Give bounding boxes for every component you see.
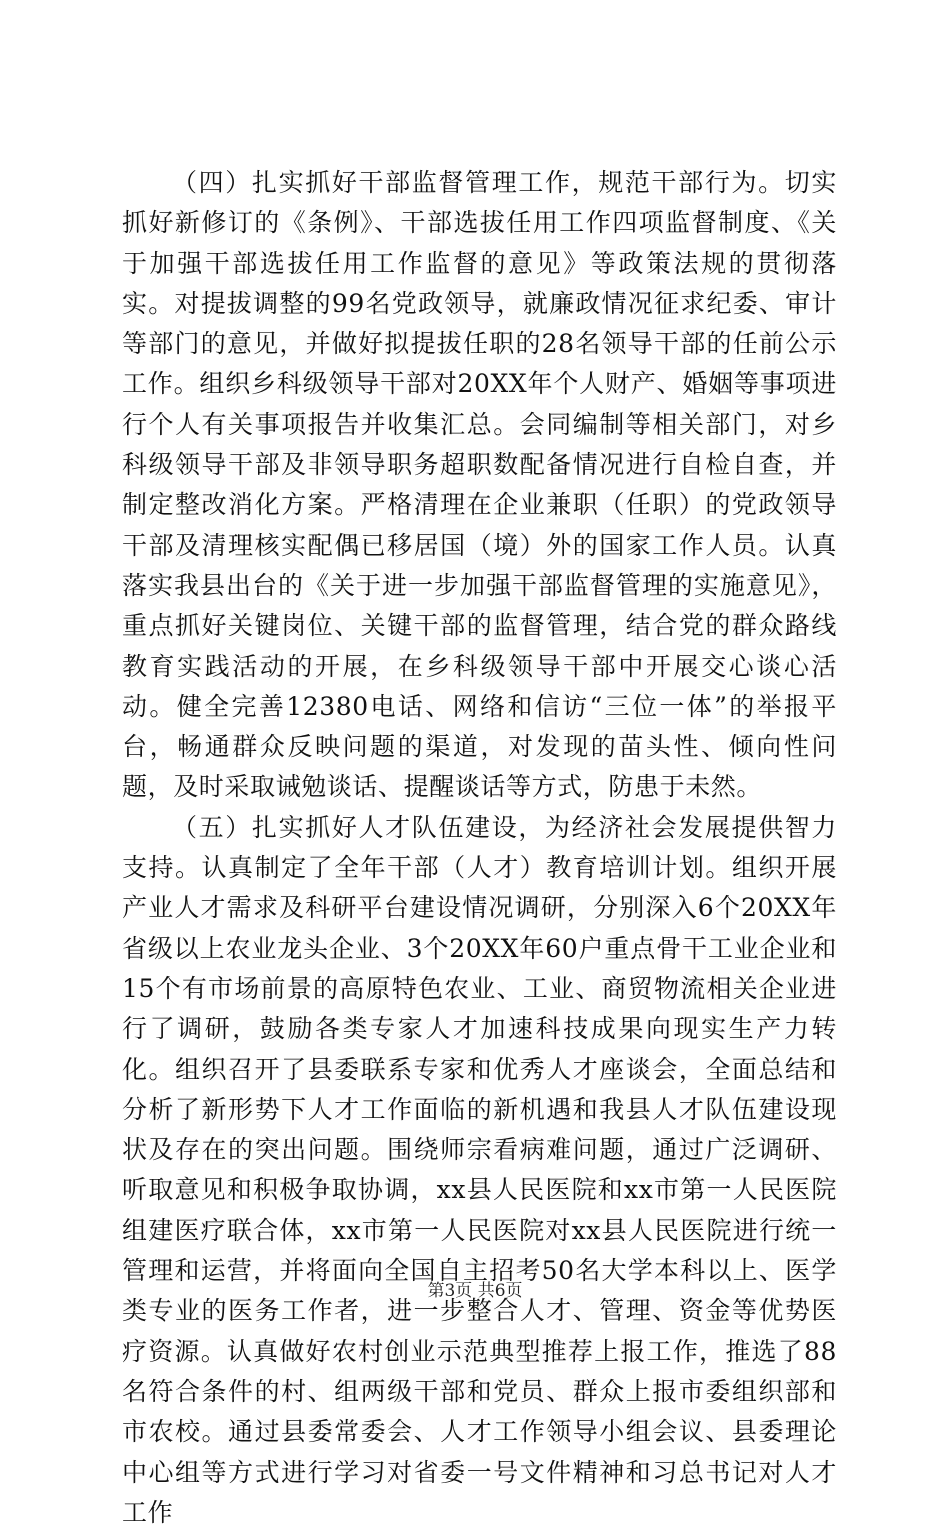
page-footer: 第3页 共6页 — [427, 1281, 523, 1301]
document-body — [122, 163, 837, 1533]
paragraph-talent: （五）扎实抓好人才队伍建设，为经济社会发展提供智力支持。认真制定了全年干部（人才）教育培训计划。组织开展产业人才需求及科研平台建设情况调研，分别深入6个20XX年省级以上农业龙头企业、3个20XX年60户重点骨干工业企业和15个有市场前景的高原特色农业、工业、商贸物流相关企业进行了调研，鼓励各类专家人才加速科技成果向现实生产力转化。组织召开了县委联系专家和优秀人才座谈会，全面总结和分析了新形势下人才工作面临的新机遇和我县人才队伍建设现状及存在的突出问题。围绕师宗看病难问题，通过广泛调研、听取意见和积极争取协调，xx县人民医院和xx市第一人民医院组建医疗联合体，xx市第一人民医院对xx县人民医院进行统一管理和运营，并将面向全国自主招考50名大学本科以上、医学类专业的医务工作者，进一步整合人才、管理、资金等优势医疗资源。认真做好农村创业示范典型推荐上报工作，推选了88名符合条件的村、组两级干部和党员、群众上报市委组织部和市农校。通过县委常委会、人才工作领导小组会议、县委理论中心组等方式进行学习对省委一号文件精神和习总书记对人才工作 — [122, 812, 837, 1527]
paragraph-supervision: （四）扎实抓好干部监督管理工作，规范干部行为。切实抓好新修订的《条例》、干部选拔任用工作四项监督制度、《关于加强干部选拔任用工作监督的意见》等政策法规的贯彻落实。对提拔调整的99名党政领导，就廉政情况征求纪委、审计等部门的意见，并做好拟提拔任职的28名领导干部的任前公示工作。组织乡科级领导干部对20XX年个人财产、婚姻等事项进行个人有关事项报告并收集汇总。会同编制等相关部门，对乡科级领导干部及非领导职务超职数配备情况进行自检自查，并制定整改消化方案。严格清理在企业兼职（任职）的党政领导干部及清理核实配偶已移居国（境）外的国家工作人员。认真落实我县出台的《关于进一步加强干部监督管理的实施意见》，重点抓好关键岗位、关键干部的监督管理，结合党的群众路线教育实践活动的开展，在乡科级领导干部中开展交心谈心活动。健全完善12380电话、网络和信访“三位一体”的举报平台，畅通群众反映问题的渠道，对发现的苗头性、倾向性问题，及时采取诫勉谈话、提醒谈话等方式，防患于未然。 — [122, 168, 837, 802]
